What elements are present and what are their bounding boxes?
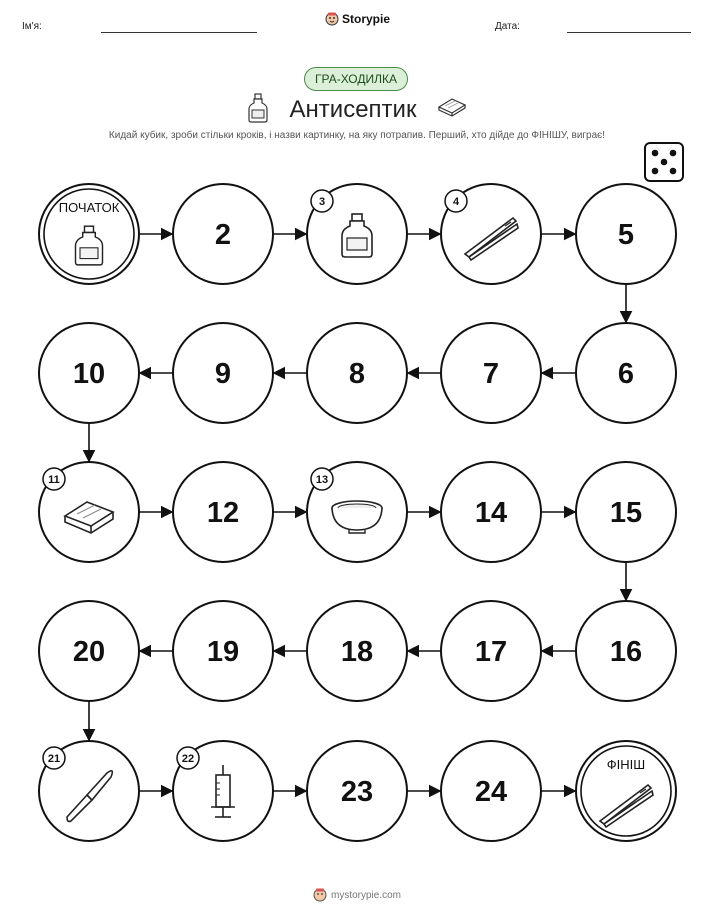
- board-cell[interactable]: [39, 601, 139, 701]
- board-cell[interactable]: [576, 323, 676, 423]
- board-cell[interactable]: [307, 462, 407, 562]
- cell-number: 5: [617, 219, 635, 251]
- cell-number: 6: [617, 358, 635, 390]
- board-cell[interactable]: [307, 184, 407, 284]
- board-cell[interactable]: [441, 741, 541, 841]
- board-cell[interactable]: [173, 323, 273, 423]
- board-cell[interactable]: [173, 184, 273, 284]
- cell-number: 19: [206, 636, 240, 668]
- board-cell[interactable]: [173, 741, 273, 841]
- cell-badge-number: 11: [48, 474, 60, 486]
- cell-number: 8: [348, 358, 366, 390]
- cell-number: 2: [214, 219, 232, 251]
- board-cell[interactable]: [39, 741, 139, 841]
- board-cell[interactable]: [173, 462, 273, 562]
- cell-number: 20: [72, 636, 106, 668]
- cell-number: 24: [474, 776, 508, 808]
- footer-site: mystorypie.com: [330, 889, 401, 901]
- cell-badge-number: 22: [181, 753, 195, 765]
- board-cell[interactable]: [307, 741, 407, 841]
- instructions: Кидай кубик, зроби стільки кроків, і назви картинку, на яку потрапив. Перший, хто дійде до ФІНІШУ, виграє!: [108, 130, 606, 141]
- brand-name: Storypie: [342, 12, 391, 26]
- dice-icon: [645, 143, 683, 181]
- cell-number: 16: [609, 636, 643, 668]
- board-cell[interactable]: [441, 462, 541, 562]
- start-cell[interactable]: [39, 184, 139, 284]
- cell-badge-number: 3: [318, 196, 326, 208]
- mascot-icon: [313, 888, 327, 902]
- cell-badge-number: 21: [47, 753, 61, 765]
- footer: [0, 888, 714, 902]
- board-cell[interactable]: [39, 323, 139, 423]
- board-cell[interactable]: [576, 184, 676, 284]
- cell-number: 17: [474, 636, 508, 668]
- board-cell[interactable]: [441, 601, 541, 701]
- board-cell[interactable]: [441, 323, 541, 423]
- finish-cell[interactable]: [576, 741, 676, 841]
- cell-badge-number: 4: [452, 196, 460, 208]
- board-cell[interactable]: [576, 462, 676, 562]
- cell-number: 12: [206, 497, 240, 529]
- board-cell[interactable]: [173, 601, 273, 701]
- cell-badge-number: 13: [315, 474, 329, 486]
- board-cell[interactable]: [307, 323, 407, 423]
- date-label: Дата:: [495, 21, 520, 32]
- cell-number: 18: [340, 636, 374, 668]
- cell-number: 14: [474, 497, 508, 529]
- board-cell[interactable]: [441, 184, 541, 284]
- board-cell[interactable]: [39, 462, 139, 562]
- cell-number: 7: [482, 358, 500, 390]
- start-label: ПОЧАТОК: [58, 200, 120, 215]
- cell-number: 15: [609, 497, 643, 529]
- cell-number: 23: [340, 776, 374, 808]
- title-text: Антисептик: [289, 96, 417, 123]
- board-cell[interactable]: [576, 601, 676, 701]
- cell-number: 10: [72, 358, 106, 390]
- cell-number: 9: [214, 358, 232, 390]
- name-label: Ім'я:: [22, 21, 42, 32]
- board-cell[interactable]: [307, 601, 407, 701]
- finish-label: ФІНІШ: [606, 757, 646, 772]
- game-tag: ГРА-ХОДИЛКА: [304, 67, 408, 91]
